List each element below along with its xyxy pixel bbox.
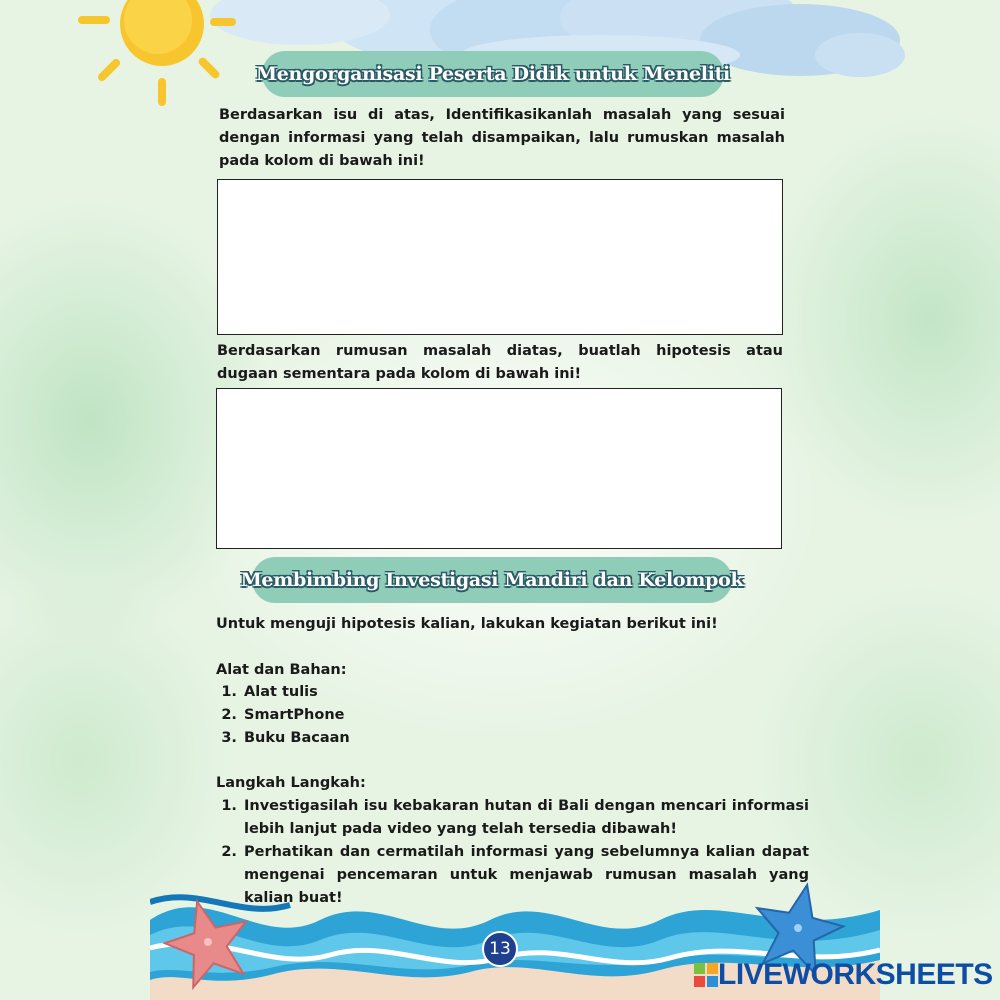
- list-item: 2. SmartPhone: [242, 704, 812, 727]
- page-number-badge: [482, 931, 518, 967]
- prompt-problem-formulation: Berdasarkan isu di atas, Identifikasikanlah masalah yang sesuai dengan informasi yang telah disampaikan, lalu rumuskan masalah pada kolom di bawah ini!: [219, 107, 785, 169]
- materials-list: [216, 681, 812, 750]
- list-item: 3. Buku Bacaan: [242, 727, 812, 750]
- liveworksheets-brand: LIVEWORKSHEETS: [718, 958, 993, 991]
- section-title-organize: Mengorganisasi Peserta Didik untuk Meneliti: [262, 51, 724, 97]
- prompt-hypothesis: Berdasarkan rumusan masalah diatas, buatlah hipotesis atau dugaan sementara pada kolom di bawah ini!: [217, 343, 783, 382]
- list-item: 1. Alat tulis: [242, 681, 812, 704]
- investigation-intro: Untuk menguji hipotesis kalian, lakukan kegiatan berikut ini!: [216, 616, 718, 632]
- liveworksheets-logo[interactable]: [694, 958, 993, 992]
- section-title-investigation: Membimbing Investigasi Mandiri dan Kelompok: [252, 557, 732, 603]
- steps-heading: Langkah Langkah:: [216, 775, 366, 791]
- answer-box-problem-formulation[interactable]: [217, 179, 783, 335]
- list-item: 2. Perhatikan dan cermatilah informasi yang sebelumnya kalian dapat mengenai pencemaran untuk menjawab rumusan masalah yang kalian buat!: [242, 841, 809, 910]
- page-number: 13: [489, 939, 511, 959]
- list-item: 1. Investigasilah isu kebakaran hutan di Bali dengan mencari informasi lebih lanjut pada video yang telah tersedia dibawah!: [242, 795, 809, 841]
- answer-box-hypothesis[interactable]: [216, 388, 782, 549]
- liveworksheets-logo-icon: [694, 963, 718, 987]
- materials-heading: Alat dan Bahan:: [216, 662, 347, 678]
